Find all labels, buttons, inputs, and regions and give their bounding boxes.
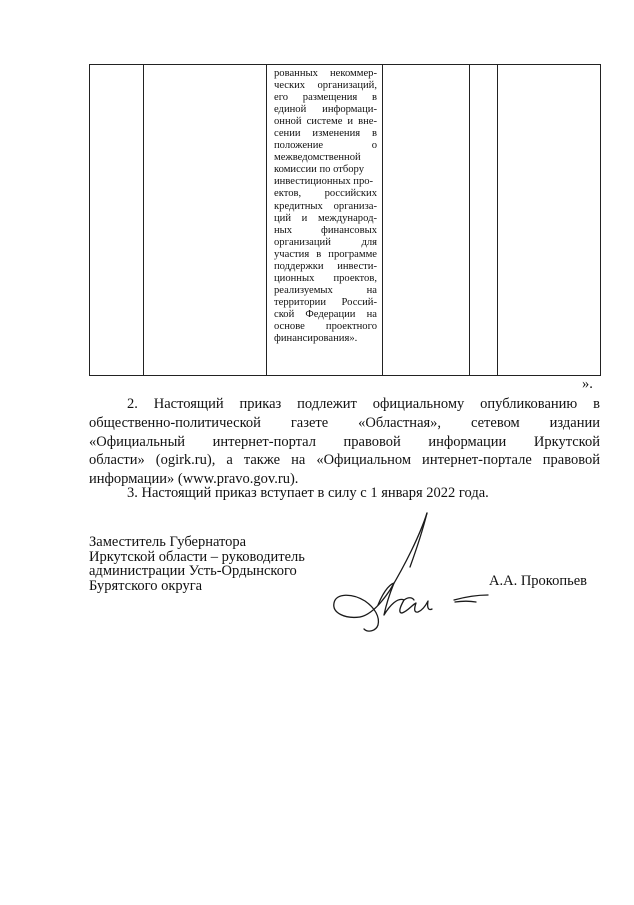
cell-text-line: ской Федерации на <box>274 308 377 320</box>
signatory-title <box>89 535 305 593</box>
cell-text-line: рованных некоммер- <box>274 68 377 79</box>
table-cell-description <box>267 65 383 376</box>
cell-text-line: инвестиционных про- <box>274 176 374 188</box>
cell-text-line: ектов, российских <box>274 188 377 200</box>
cell-text-line: реализуемых на <box>274 284 377 296</box>
paragraph-2-line: области» (ogirk.ru), а также на «Официальном интернет-портале правовой <box>89 452 600 469</box>
cell-text-line: территории Россий- <box>274 296 377 308</box>
signatory-title-line: Бурятского округа <box>89 577 203 594</box>
paragraph-2-line: «Официальный интернет-портал правовой информации Иркутской <box>89 433 600 450</box>
cell-text-line: участия в программе <box>274 248 377 260</box>
cell-description-text <box>267 65 382 345</box>
cell-text-line: кредитных организа- <box>274 200 377 212</box>
handwritten-signature-icon <box>320 505 490 645</box>
paragraph-3 <box>89 484 600 503</box>
table-cell-1 <box>90 65 144 376</box>
cell-text-line: положение о <box>274 140 377 152</box>
cell-text-line: организаций для <box>274 236 377 248</box>
table-row <box>90 65 601 376</box>
closing-quote: ». <box>582 376 593 392</box>
cell-text-line: комиссии по отбору <box>274 164 365 176</box>
table-cell-6 <box>498 65 601 376</box>
signatory-title-line: Иркутской области – руководитель <box>89 548 305 565</box>
cell-text-line: онной системе и вне- <box>274 116 377 128</box>
cell-text-line: ционных проектов, <box>274 272 377 284</box>
cell-text-line: его размещения в <box>274 92 377 104</box>
table-cell-4 <box>383 65 470 376</box>
paragraph-2-line: общественно-политической газете «Областная», сетевом издании <box>89 414 600 431</box>
cell-text-line: ных финансовых <box>274 224 377 236</box>
signatory-title-line: Заместитель Губернатора <box>89 534 247 550</box>
cell-text-line: поддержки инвести- <box>274 260 377 272</box>
cell-text-line: единой информаци- <box>274 104 377 116</box>
signatory-name: А.А. Прокопьев <box>489 573 588 589</box>
signatory-title-line: администрации Усть-Ордынского <box>89 563 297 580</box>
paragraph-3-line: 3. Настоящий приказ вступает в силу с 1 января 2022 года. <box>127 485 489 501</box>
cell-text-line: сении изменения в <box>274 128 377 140</box>
cell-text-line: ций и международ- <box>274 212 377 224</box>
paragraph-2-line: 2. Настоящий приказ подлежит официальному опубликованию в <box>127 396 600 412</box>
paragraph-2 <box>89 395 600 489</box>
table-cell-2 <box>144 65 267 376</box>
cell-text-line: основе проектного <box>274 320 377 332</box>
cell-text-line: ческих организаций, <box>274 80 377 92</box>
table-continuation <box>89 64 601 376</box>
cell-text-line: финансирования». <box>274 333 358 345</box>
cell-text-line: межведомственной <box>274 152 361 164</box>
paragraph-2-line: информации» (www.pravo.gov.ru). <box>89 471 299 488</box>
table-cell-5 <box>470 65 498 376</box>
